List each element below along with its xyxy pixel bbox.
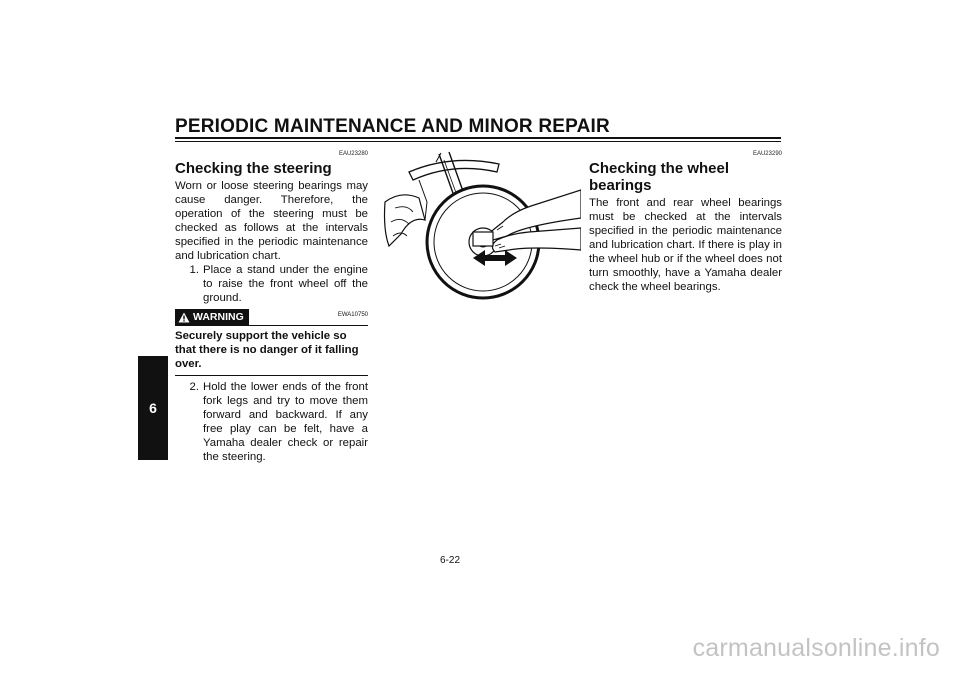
warning-triangle-icon: [178, 312, 190, 323]
chapter-tab-label: 6: [149, 400, 157, 416]
chapter-tab: [138, 356, 168, 460]
section-code: EAU23280: [338, 151, 368, 157]
header-rule-thin: [175, 141, 781, 142]
wheel-bearings-body: The front and rear wheel bearings must be checked at the intervals specified in the periodic maintenance and lubrication chart. If there is play in the wheel hub or if the wheel does not turn smoothly, have a Yamaha dealer check the wheel bearings.: [589, 197, 782, 293]
wheel-bearings-heading: Checking the wheel bearings: [589, 160, 730, 194]
warning-text: Securely support the vehicle so that there is no danger of it falling over.: [175, 329, 368, 376]
wheel-bearings-section: [589, 150, 782, 294]
warning-code: EWA10750: [337, 312, 368, 318]
warning-badge: [175, 309, 249, 325]
steering-heading: Checking the steering: [175, 160, 332, 177]
watermark: carmanualsonline.info: [692, 634, 940, 662]
warning-label: WARNING: [193, 311, 244, 323]
step-2-number: 2.: [189, 381, 199, 393]
page-number: 6-22: [440, 555, 461, 566]
step-2: [175, 380, 368, 464]
page-title: PERIODIC MAINTENANCE AND MINOR REPAIR: [175, 116, 610, 137]
step-1-number: 1.: [189, 264, 199, 276]
warning-header: [175, 307, 368, 326]
step-2-text: Hold the lower ends of the front fork legs and try to move them forward and backward. If any free play can be felt, have a Yamaha dealer check or repair the steering.: [203, 381, 368, 463]
step-1-text: Place a stand under the engine to raise the front wheel off the ground.: [203, 264, 368, 304]
step-1: [175, 263, 368, 305]
steering-check-illustration: [381, 150, 581, 300]
steering-section: [175, 150, 368, 464]
header-rule: [175, 137, 781, 139]
section-code: EAU23290: [752, 151, 782, 157]
steering-intro: Worn or loose steering bearings may cause danger. Therefore, the operation of the steering must be checked as follows at the intervals specified in the periodic maintenance and lubrication chart.: [175, 180, 368, 262]
